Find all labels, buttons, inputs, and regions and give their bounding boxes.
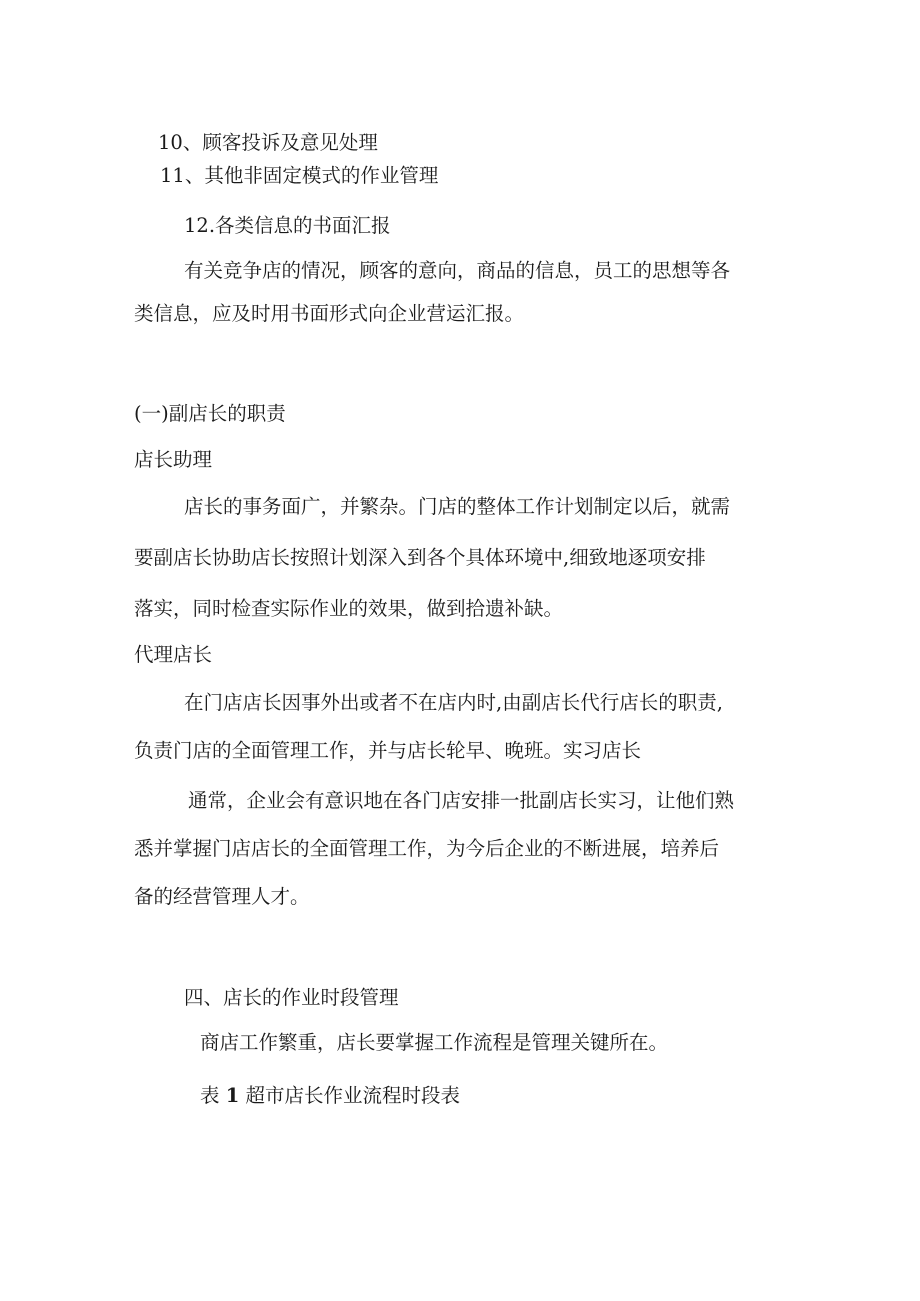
table-caption-number: 1 [225,1084,240,1107]
heading-store-assistant: 店长助理 [134,448,213,471]
paragraph-assistant-line-2: 要副店长协助店长按照计划深入到各个具体环境中,细致地逐项安排 [134,546,706,569]
paragraph-assistant-line-3: 落实，同时检查实际作业的效果，做到拾遗补缺。 [134,597,564,620]
paragraph-acting-line-1: 在门店店长因事外出或者不在店内时,由副店长代行店长的职责, [184,691,723,714]
paragraph-intern-line-1: 通常，企业会有意识地在各门店安排一批副店长实习，让他们熟 [188,789,735,812]
paragraph-assistant-line-1: 店长的事务面广，并繁杂。门店的整体工作计划制定以后，就需 [184,495,731,518]
table-caption-text: 超市店长作业流程时段表 [245,1084,461,1107]
paragraph-info-line-1: 有关竞争店的情况，顾客的意向，商品的信息，员工的思想等各 [184,259,731,282]
list-item-10: 10、顾客投诉及意见处理 [158,131,378,154]
list-item-12: 12.各类信息的书面汇报 [184,214,391,237]
paragraph-intern-line-3: 备的经营管理人才。 [134,885,310,908]
section-heading-four: 四、店长的作业时段管理 [184,986,399,1009]
table-caption-prefix: 表 [200,1084,220,1107]
paragraph-workflow: 商店工作繁重，店长要掌握工作流程是管理关键所在。 [200,1031,669,1054]
section-heading-deputy: (一)副店长的职责 [134,402,286,425]
list-item-11: 11、其他非固定模式的作业管理 [160,164,439,187]
paragraph-acting-line-2: 负责门店的全面管理工作，并与店长轮早、晚班。实习店长 [134,739,642,762]
heading-acting-manager: 代理店长 [134,643,213,666]
table-caption [200,1083,460,1109]
paragraph-intern-line-2: 悉并掌握门店店长的全面管理工作，为今后企业的不断进展，培养后 [134,837,720,860]
paragraph-info-line-2: 类信息，应及时用书面形式向企业营运汇报。 [134,302,525,325]
